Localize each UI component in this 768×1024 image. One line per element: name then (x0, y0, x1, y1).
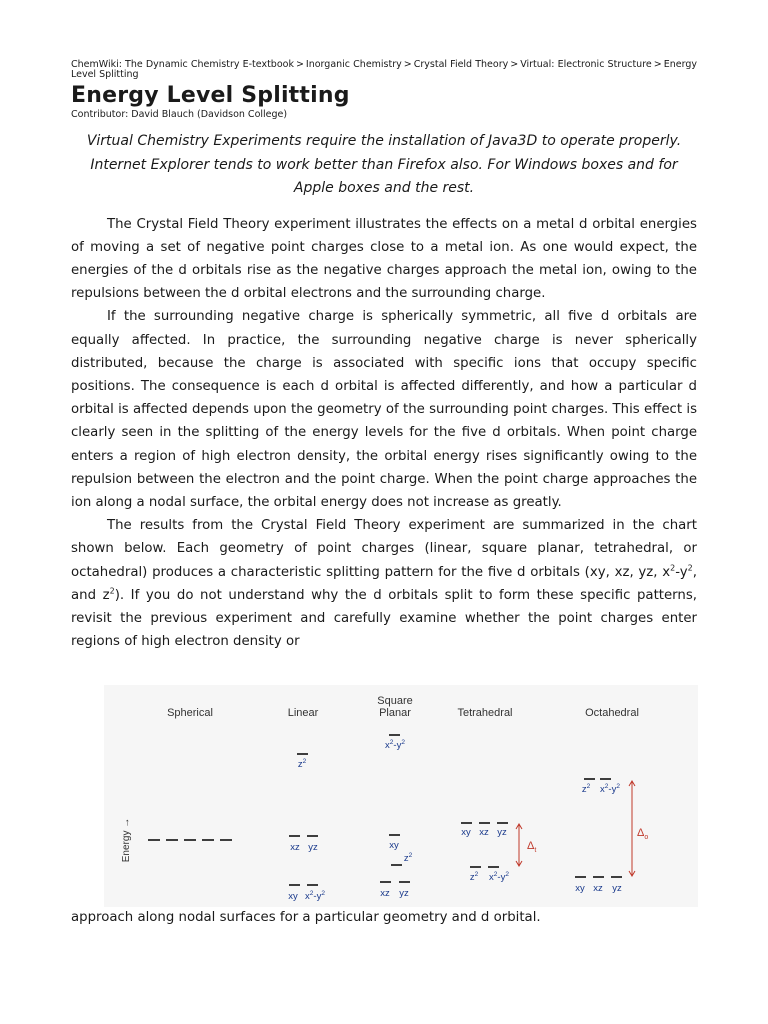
label-td-yz: yz (497, 827, 507, 838)
label-linear-z2: $z^2$ (297, 758, 307, 770)
label-sq-x2y2: $x^2-y^2$ (385, 739, 405, 751)
paragraph-1: The Crystal Field Theory experiment illustrates the effects on a metal d orbital energies of moving a set of negative point charges close to a metal ion. As one would expect, the energies of the d orbitals rise as the negative charges approach the metal ion, owing to the repulsions between the d orbital electrons and the surrounding charge. (71, 216, 697, 302)
article-body (71, 213, 697, 654)
delta-o-label: $\Delta_o$ (637, 827, 649, 841)
splitting-diagram (104, 685, 698, 907)
breadcrumb-separator: > (653, 59, 662, 70)
paragraph-3-text: , and z (71, 564, 697, 603)
paragraph-3-text: The results from the Crystal Field Theory experiment are summarized in the chart shown below. Each geometry of point charges (linear, square planar, tetrahedral, or octahedral) produces a characteristic splitting pattern for the five d orbitals (xy, xz, yz, x (71, 518, 697, 580)
breadcrumb-link-cft[interactable]: Crystal Field Theory (413, 59, 509, 70)
delta-t-arrow (516, 824, 522, 866)
energy-axis-label: Energy → (121, 817, 132, 863)
paragraph-3 (71, 514, 697, 653)
label-td-xy: xy (461, 827, 471, 838)
orbital-labels (288, 739, 622, 902)
label-linear-xy: xy (288, 891, 298, 902)
document-page (71, 60, 697, 653)
label-linear-xz: xz (290, 842, 300, 853)
label-sq-z2: $z^2$ (403, 852, 413, 864)
label-oh-z2: $z^2$ (581, 783, 591, 795)
contributor: Contributor: David Blauch (Davidson College) (71, 109, 288, 120)
header-spherical: Spherical (167, 707, 213, 719)
delta-t-label: $\Delta_t$ (527, 840, 537, 854)
label-oh-xy: xy (575, 883, 585, 894)
breadcrumb-link-chemwiki[interactable]: ChemWiki: The Dynamic Chemistry E-textbook (71, 59, 294, 70)
breadcrumb (71, 60, 697, 80)
splitting-diagram-svg (104, 685, 698, 907)
superscript: 2 (670, 563, 676, 573)
label-td-xz: xz (479, 827, 489, 838)
label-sq-xy: xy (389, 840, 399, 851)
closing-text: approach along nodal surfaces for a particular geometry and d orbital. (71, 910, 541, 925)
java3d-note: Virtual Chemistry Experiments require the installation of Java3D to operate properly. Internet Explorer tends to work better than Firefox also. For Windows boxes and for Apple boxes and the rest. (86, 133, 682, 196)
page-title: Energy Level Splitting (71, 83, 350, 108)
paragraph-3-text: -y (675, 564, 688, 580)
breadcrumb-link-virtual[interactable]: Virtual: Electronic Structure (520, 59, 652, 70)
label-td-x2y2: $x^2-y^2$ (489, 871, 509, 883)
superscript: 2 (687, 563, 693, 573)
header-tetrahedral: Tetrahedral (457, 707, 513, 719)
header-linear: Linear (287, 707, 319, 719)
superscript: 2 (109, 586, 115, 596)
header-square-planar-2: Planar (379, 707, 411, 719)
column-headers (167, 695, 639, 719)
breadcrumb-current: Energy Level Splitting (71, 59, 697, 80)
label-oh-yz: yz (612, 883, 622, 894)
breadcrumb-separator: > (295, 59, 304, 70)
label-td-z2: $z^2$ (469, 871, 479, 883)
breadcrumb-link-inorganic[interactable]: Inorganic Chemistry (305, 59, 402, 70)
delta-o-arrow (629, 781, 635, 876)
paragraph-2: If the surrounding negative charge is spherically symmetric, all five d orbitals are equally affected. In practice, the surrounding negative charge is never spherically distributed, because the charge is associated with specific ions that occupy specific positions. The consequence is each d orbital is affected differently, and how a particular d orbital is affected depends upon the geometry of the surrounding point charges. This effect is clearly seen in the splitting of the energy levels for the five d orbitals. When point charge enters a region of high electron density, the orbital energy rises significantly owing to the repulsion between the electron and the point charge. When the point charge approaches the ion along a nodal surface, the orbital energy does not increase as greatly. (71, 309, 697, 510)
breadcrumb-separator: > (510, 59, 519, 70)
breadcrumb-separator: > (403, 59, 412, 70)
label-sq-yz: yz (399, 888, 409, 899)
label-oh-xz: xz (593, 883, 603, 894)
header-octahedral: Octahedral (585, 707, 639, 719)
paragraph-3-text: ). If you do not understand why the d orbitals split to form these specific patterns, revisit the previous experiment and carefully examine whether the point charges enter regions of high electron density or (71, 587, 697, 650)
label-oh-x2y2: $x^2-y^2$ (600, 783, 620, 795)
energy-levels (148, 735, 622, 885)
label-sq-xz: xz (380, 888, 390, 899)
header-square-planar-1: Square (377, 695, 413, 707)
label-linear-yz: yz (308, 842, 318, 853)
label-linear-x2y2: $x^2-y^2$ (305, 890, 325, 902)
